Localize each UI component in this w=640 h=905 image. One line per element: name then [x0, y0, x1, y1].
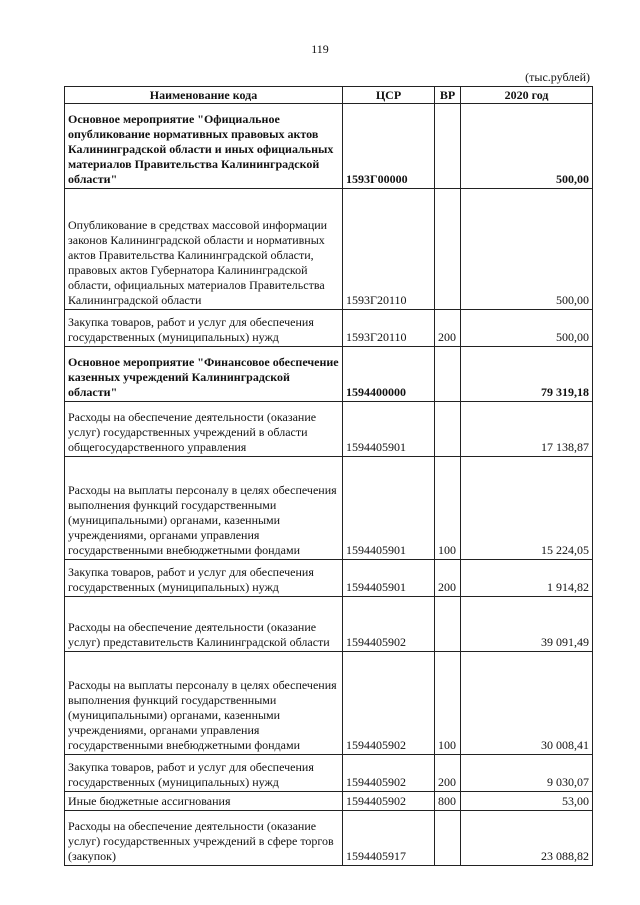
row-vr-cell: 800 — [435, 792, 461, 811]
header-csr: ЦСР — [343, 87, 435, 104]
row-amount-cell: 500,00 — [461, 189, 593, 310]
row-vr-cell — [435, 811, 461, 866]
table-row — [65, 792, 593, 811]
table-row — [65, 811, 593, 866]
row-amount-cell: 53,00 — [461, 792, 593, 811]
table-row — [65, 560, 593, 597]
row-name-cell: Основное мероприятие "Финансовое обеспечение казенных учреждений Калининградской области" — [65, 347, 343, 402]
table-row — [65, 597, 593, 652]
row-amount-cell: 39 091,49 — [461, 597, 593, 652]
row-amount-cell: 30 008,41 — [461, 652, 593, 755]
table-row — [65, 310, 593, 347]
row-name-cell: Основное мероприятие "Официальное опубликование нормативных правовых актов Калининградской области и иных официальных материалов Правительства Калининградской области" — [65, 104, 343, 189]
row-vr-cell — [435, 189, 461, 310]
row-csr-cell: 1594405901 — [343, 560, 435, 597]
row-name-cell: Опубликование в средствах массовой информации законов Калининградской области и нормативных актов Правительства Калининградской области, правовых актов Губернатора Калининградской области, официальных материалов Правительства Калининградской области — [65, 189, 343, 310]
row-name-cell: Иные бюджетные ассигнования — [65, 792, 343, 811]
header-vr: ВР — [435, 87, 461, 104]
table-row — [65, 347, 593, 402]
row-csr-cell: 1594405901 — [343, 457, 435, 560]
units-label: (тыс.рублей) — [525, 70, 590, 84]
row-vr-cell: 100 — [435, 457, 461, 560]
row-name-cell: Расходы на обеспечение деятельности (оказание услуг) государственных учреждений в области общегосударственного управления — [65, 402, 343, 457]
row-vr-cell — [435, 347, 461, 402]
row-vr-cell — [435, 104, 461, 189]
row-vr-cell: 200 — [435, 755, 461, 792]
row-name-cell: Расходы на выплаты персоналу в целях обеспечения выполнения функций государственными (муниципальными) органами, казенными учреждениями, органами управления государственными внебюджетными фондами — [65, 457, 343, 560]
row-csr-cell: 1593Г20110 — [343, 189, 435, 310]
row-name-cell: Расходы на обеспечение деятельности (оказание услуг) представительств Калининградской области — [65, 597, 343, 652]
row-name-cell: Закупка товаров, работ и услуг для обеспечения государственных (муниципальных) нужд — [65, 310, 343, 347]
row-amount-cell: 9 030,07 — [461, 755, 593, 792]
header-name: Наименование кода — [65, 87, 343, 104]
row-csr-cell: 1594405901 — [343, 402, 435, 457]
row-csr-cell: 1594405902 — [343, 652, 435, 755]
row-amount-cell: 1 914,82 — [461, 560, 593, 597]
table-row — [65, 755, 593, 792]
row-vr-cell: 200 — [435, 310, 461, 347]
header-year: 2020 год — [461, 87, 593, 104]
budget-table — [64, 86, 593, 866]
row-name-cell: Закупка товаров, работ и услуг для обеспечения государственных (муниципальных) нужд — [65, 560, 343, 597]
table-row — [65, 652, 593, 755]
row-csr-cell: 1593Г00000 — [343, 104, 435, 189]
table-header-row — [65, 87, 593, 104]
table-row — [65, 457, 593, 560]
row-amount-cell: 15 224,05 — [461, 457, 593, 560]
row-vr-cell — [435, 402, 461, 457]
row-amount-cell: 79 319,18 — [461, 347, 593, 402]
row-csr-cell: 1594400000 — [343, 347, 435, 402]
row-name-cell: Расходы на выплаты персоналу в целях обеспечения выполнения функций государственными (муниципальными) органами, казенными учреждениями, органами управления государственными внебюджетными фондами — [65, 652, 343, 755]
row-amount-cell: 500,00 — [461, 104, 593, 189]
row-csr-cell: 1594405917 — [343, 811, 435, 866]
row-vr-cell: 100 — [435, 652, 461, 755]
row-csr-cell: 1593Г20110 — [343, 310, 435, 347]
row-name-cell: Закупка товаров, работ и услуг для обеспечения государственных (муниципальных) нужд — [65, 755, 343, 792]
row-vr-cell: 200 — [435, 560, 461, 597]
page-number: 119 — [311, 42, 329, 56]
row-vr-cell — [435, 597, 461, 652]
row-amount-cell: 17 138,87 — [461, 402, 593, 457]
table-row — [65, 402, 593, 457]
row-csr-cell: 1594405902 — [343, 755, 435, 792]
row-csr-cell: 1594405902 — [343, 792, 435, 811]
row-amount-cell: 23 088,82 — [461, 811, 593, 866]
table-row — [65, 104, 593, 189]
row-amount-cell: 500,00 — [461, 310, 593, 347]
row-name-cell: Расходы на обеспечение деятельности (оказание услуг) государственных учреждений в сфере торгов (закупок) — [65, 811, 343, 866]
row-csr-cell: 1594405902 — [343, 597, 435, 652]
table-row — [65, 189, 593, 310]
